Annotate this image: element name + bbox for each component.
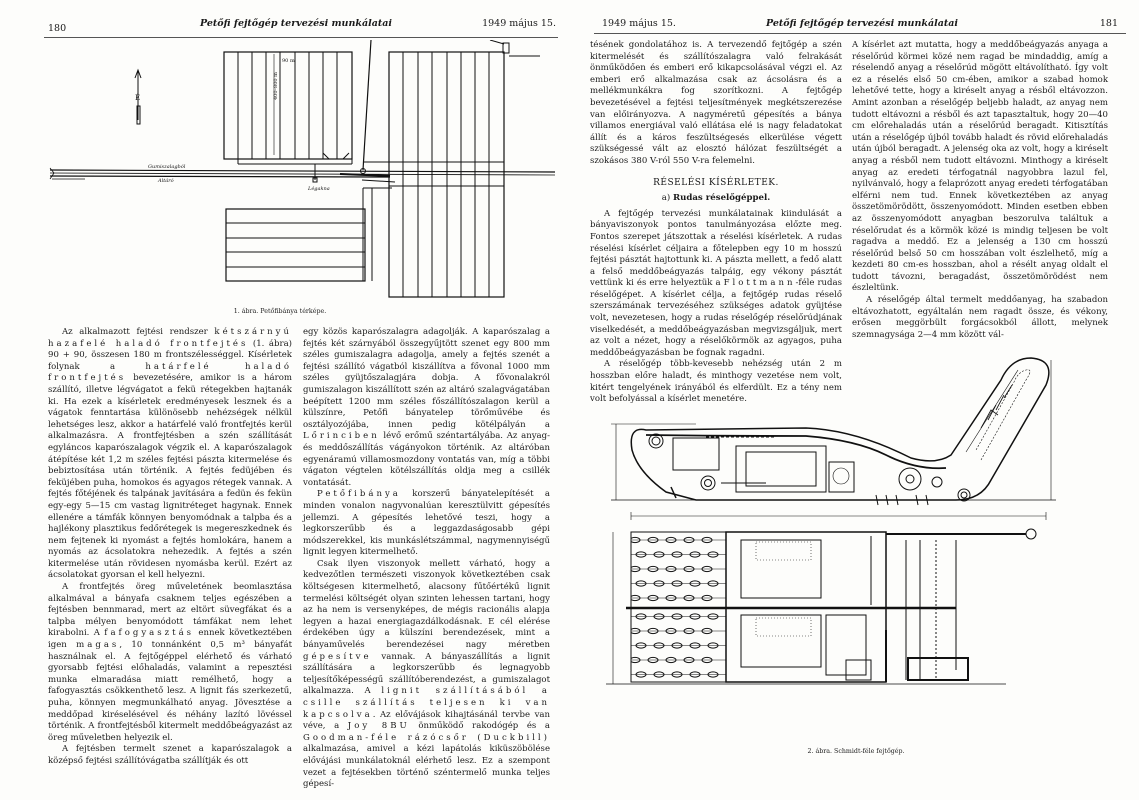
belt-label: Gumiszalagból <box>148 164 186 170</box>
text-run: Az alkalmazott fejtési rendszer <box>62 327 215 337</box>
paragraph <box>48 582 292 744</box>
left-running-head <box>36 18 556 32</box>
spaced-emphasis: Flottmann <box>723 278 796 289</box>
paragraph <box>852 295 1108 341</box>
text-run: Csak ilyen viszonyok mellett várható, hogy a kedvezőtlen természeti viszonyok következtében csak költségesen kitermelhető, alacsony fűtőértékű lignit termelési költségét olyan szinten lehessen tartani, hogy az ha nem is versenyképes, de mégis racionális alapja legyen a hazai energiagazdálkodásnak. E cél elérése érdekében úgy a külszíni berendezések, mint a bányaművelés berendezései nagy méretben <box>303 558 550 651</box>
figure2-caption: 2. ábra. Schmidt-féle fejtőgép. <box>807 748 905 755</box>
spaced-emphasis: Goodman-féle rázócsőr (Duckbill) <box>303 732 550 743</box>
spaced-emphasis: magas <box>76 640 120 651</box>
lower-left-panels <box>226 188 392 281</box>
spaced-emphasis: Petőfibánya <box>317 489 401 500</box>
paragraph <box>48 744 292 767</box>
text-run: tésének gondolatához is. A tervezendő fejtőgép a szén kitermelését és szállítószalagra való felrakását önműködően és emberi erő kikapcsolásával végzi el. Az emberi erő alkalmazása csak az ácsolásra és a mellékmunkákra fog szorítkozni. A fejtőgép bevezetésével a fejtési teljesítmények megkétszerezése van előirányozva. A nagyméretű gépesítés a bánya villamos energiával való ellátása elé is nagy feladatokat állít és a káros feszültségesés elkerülése végett szükségessé vált az elosztó hálózat feszültségét a szokásos 380 V-ról 550 V-ra felemelni. <box>590 40 842 166</box>
subsection-title: Rudas réselőgéppel. <box>672 193 771 204</box>
figure1-caption: 1. ábra. Petőfibánya térképe. <box>233 308 327 315</box>
adit-label: Altáró <box>158 178 174 184</box>
text-run: (1. ábra) 90 + 90, összesen 180 m frontszélességgel. Kísérletek folynak a <box>48 338 292 372</box>
text-run: A fejtésben termelt szenet a kaparószalagok a középső fejtési szállítóvágatba szállítják és ott <box>48 744 292 766</box>
figure1-mine-map <box>30 40 555 330</box>
running-title: Petőfi fejtőgép tervezési munkálatai <box>765 18 959 29</box>
svg-text:É: É <box>135 94 141 102</box>
text-run: korszerű bányatelepítését a minden vonalon nagyvonalúan keresztülvitt gépesítés jellemzi. A gépesítés lehetővé teszi, hogy a legkorszerűbb és a leggazdaságosabb gépi módszerekkel, kis munkáslétszámmal, nagymennyiségű lignit legyen kitermelhető. <box>303 489 550 558</box>
shaft-label: Légakna <box>308 186 330 192</box>
page-number: 180 <box>48 23 67 34</box>
spaced-emphasis: gépesítve <box>303 651 372 662</box>
right-column-2 <box>852 40 1108 341</box>
length-dimension-label: 400–800 m <box>273 72 279 100</box>
text-run: A kísérlet azt mutatta, hogy a meddőbeágyazás anyaga a réselőrúd körmei közé nem ragad be mindaddig, amíg a réselendő anyag a réselőrúd mögött eltávolítható. Így volt ez a réselés első 50 cm-ében, amikor a szabad homok lehetővé tette, hogy a kiréselt anyag a résből eltávozzon. Amint azonban a réselőgép beljebb haladt, az anyag nem tudott eltávozni a résből és azt tapasztaltuk, hogy 20—40 cm előrehaladás után a réselőrúd beragadt. Kitisztítás után a réselőgép újból tovább haladt és rövid előrehaladás után újból beragadt. A jelenség oka az volt, hogy a kiréselt anyag a résből nem tudott eltávozni. Minthogy a kiréselt anyag az eredeti térfogatnál nagyobbra lazul fel, nyilvánvaló, hogy a felaprózott anyag eredeti térfogatában elférni nem tud. Ennek következtében az anyag összetömörödött, összenyomódott. Minden esetben ebben az összenyomódott anyagban beszorulva találtuk a réselőrudat és a körmök közé is mindig teljesen be volt ragadva a meddő. Ez a jelenség a 130 cm hosszú réselőrúd belső 50 cm hosszában volt észlelhető, míg a kezdeti 80 cm-es hosszban, ahol a résélt anyag oldalt el tudott távozni, beragadást, összetömörödést nem észleltünk. <box>852 40 1108 294</box>
paragraph <box>303 327 550 489</box>
running-title: Petőfi fejtőgép tervezési munkálatai <box>199 18 393 29</box>
text-run: -féle rudas réselőgépet. A kísérlet célja, a fejtőgép rudas réselő szerszámának tervezéséhez szükséges adatok gyüjtése volt, nevezetesen, hogy a rudas réselőgép réselőrúdjának viselkedését, a meddőbeágyazásban megvizsgáljuk, mert az volt a nézet, hogy a réselőkörmök az agyagos, puha meddőbeágyazásban be fognak ragadni. <box>590 278 842 358</box>
text-run: lévő erőmű széntartályába. Az anyag- és meddőszállítás vágányokon történik. Az altáróban egyenáramú villamosmozdony vontatás van, míg a többi vágaton végtelen kötélszállítás oldja meg a csillék vontatását. <box>303 431 550 488</box>
spaced-emphasis: határfelé haladó frontfejtés <box>48 361 292 384</box>
text-run: A frontfejtés öreg műveletének beomlasztása alkalmával a bányafa csaknem teljes egészében a fejtésben bennmarad, mert az eltört süvegfákat és a talpba mélyen benyomódott támfákat nem lehet kirabolni. A <box>48 582 292 639</box>
paragraph <box>303 489 550 559</box>
left-page <box>0 0 566 800</box>
text-run: A réselőgép több-kevesebb nehézség után 2 m hosszban előre haladt, és minthogy vezetése nem volt, kitért tengelyének irányából és elferdült. Ez a tény nem volt befolyással a kísérlet menetére. <box>590 359 842 405</box>
right-running-head <box>602 18 1122 32</box>
text-run: önműködő rakodógép és a <box>409 721 551 732</box>
issue-date: 1949 május 15. <box>482 18 556 29</box>
header-rule <box>44 37 558 38</box>
paragraph <box>590 209 842 360</box>
width-dimension-label: 90 m <box>282 58 295 64</box>
paragraph <box>590 40 842 168</box>
right-panels <box>363 40 540 297</box>
spaced-emphasis: Lőrinciben <box>303 431 380 442</box>
spaced-emphasis: fafogyasztás <box>104 628 195 639</box>
issue-date: 1949 május 15. <box>602 18 676 29</box>
paragraph <box>852 40 1108 295</box>
spaced-emphasis: lignit szállításából a csille szállítás teljesen ki van kapcsolva <box>303 686 550 720</box>
upper-left-panels <box>224 52 352 164</box>
cutter-chain-pattern <box>631 532 726 682</box>
paragraph <box>48 327 292 582</box>
section-heading: RÉSELÉSI KÍSÉRLETEK. <box>653 177 779 188</box>
text-run: alkalmazása, amivel a kézi lapátolás kiküszöbölése elővájási munkálatoknál elérhető lesz. Ez a szempont vezet a fejtésekben történő széntermelő munka teljes gépesí- <box>303 744 550 790</box>
paragraph <box>303 559 550 791</box>
right-page <box>566 0 1139 800</box>
spaced-emphasis: Joy 8BU <box>347 721 410 732</box>
text-run: egy közös kaparószalagra adagolják. A kaparószalag a fejtés két szárnyából összegyűjtött szenet egy 800 mm széles gumiszalagra adagolja, amely a fejtés szenét a fejtési szállító vágatból kiszállítva a fővonal 1000 mm széles gyüjtőszalagjára dobja. A fővonalakról gumiszalagon kiszállított szén az altáró szalagvágatában beépített 1200 mm széles főszállítószalagon kerül a külszínre, Petőfi bányatelep törőművébe és osztályozójába, innen pedig kötélpályán a <box>303 327 550 430</box>
text-run: . Az elővájások kihajtásánál tervbe van véve, a <box>303 709 550 732</box>
left-column-2 <box>303 327 550 791</box>
left-column-1 <box>48 327 292 768</box>
side-elevation <box>611 358 1056 505</box>
text-run: vannak. A bányaszállítás a lignit szállítására a legkorszerűbb és legnagyobb teljesítőképességű szállítóberendezést, a gumiszalagot alkalmazza. A <box>303 651 550 697</box>
main-conveyor-lines <box>50 168 555 182</box>
text-run: A fejtőgép tervezési munkálatainak kiindulását a bányaviszonyok pontos tanulmányozása előzte meg. Fontos szerepet játszottak a réselési kísérletek. A rudas réselési kísérlet céljaira a főtelepben egy 10 m hosszú fejtési pásztát hajtottunk ki. A pászta mellett, a fedő alatt a felső meddőbeágyazás talpáig, egy vékony pásztát vettünk ki és erre helyeztük a <box>590 208 842 289</box>
text-run: bevezetésére, amikor is a három szállító, illetve légvágatot a fekü rétegekben hajtanák ki. Ha ezek a kísérletek eredményesek lesznek és a vágatok fenntartása különösebb nehézségek nélkül lehetséges lesz, akkor a határfelé való frontfejtés kerül alkalmazásra. A frontfejtésben a szén szállítását egyláncos kaparószalagok végzik el. A kaparószalagok átépítése két 1,2 m széles fejtési pászta kitermelése és bebiztosítása után történik. A fejtés fedüjében és feküjében puha, homokos és agyagos rétegek vannak. A fejtés főtéjének és talpának javítására a fedün és fekün egy-egy 5—15 cm vastag lignitréteget hagynak. Ennek ellenére a támfák könnyen benyomódnak a talpba és a hajlékony plasztikus fedőrétegek is megereszkednek és nem fejtenek ki nyomást a fejtés homlokára, hanem a nyomás az ácsolatokra nehezedik. A fejtés a szén kitermelése után rövidesen nyomásba kerül. Ezért az ácsolatokat gyorsan el kell helyezni. <box>48 373 292 581</box>
right-column-1-intro <box>590 40 842 168</box>
subsection-heading <box>590 193 842 205</box>
spaced-emphasis: kétszárnyú hazafelé haladó frontfejtés <box>48 327 292 349</box>
text-run: , 10 tonnánként 0,5 m³ bányafát használnak el. A fejtőgéppel elérhető és várható gyorsabb fejtési előhaladás, valamint a repesztési munka elmaradása miatt remélhető, hogy a fafogyasztás csökkenthető lesz. A lignit fás szerkezetű, puha, könnyen megmunkálható anyag. Jövesztése a meddőpad kiréselésével és néhány lazító lövéssel történik. A frontfejtésből kitermelt meddőbeágyazást az öreg műveletben helyezik el. <box>48 640 293 743</box>
north-arrow-icon <box>135 70 141 124</box>
header-rule <box>594 33 1126 34</box>
text-run: ennek következtében igen <box>48 628 292 651</box>
text-run: A réselőgép által termelt meddőanyag, ha szabadon eltávozhatott, egyáltalán nem ragadt össze, és vékony, erősen meggörbült forgácsokból állott, melynek szemnagysága 2—4 mm között vál- <box>852 295 1108 340</box>
subsection-prefix: a) <box>661 193 671 204</box>
page-number: 181 <box>1099 18 1118 29</box>
